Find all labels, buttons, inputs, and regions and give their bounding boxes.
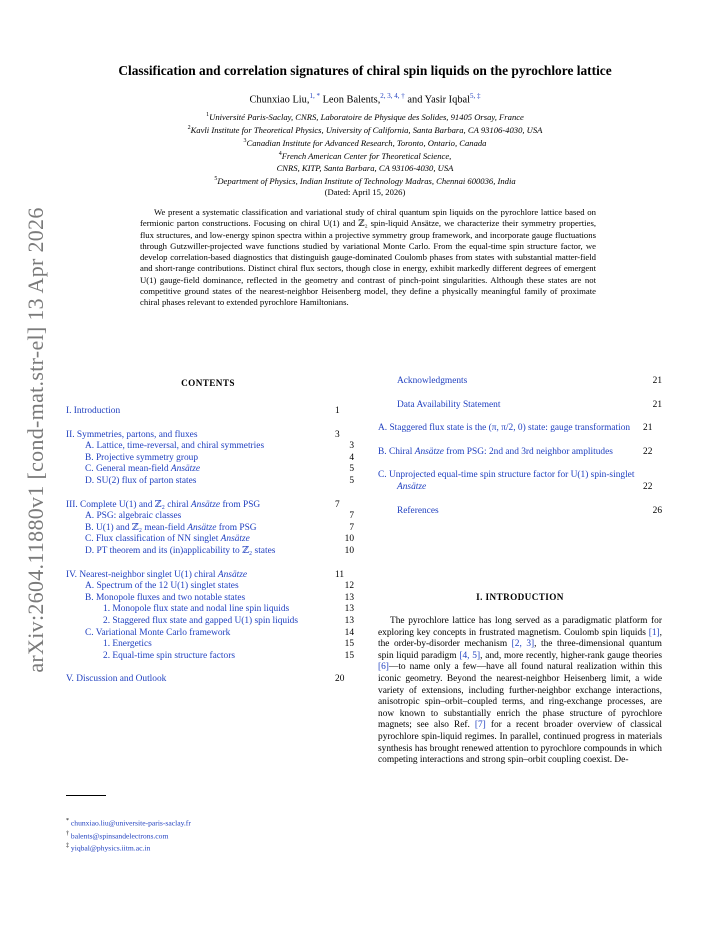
paper-title: Classification and correlation signatures of chiral spin liquids on the pyrochlore lattice bbox=[118, 63, 612, 78]
toc-entry-label: References bbox=[397, 505, 439, 516]
toc-entry-label: Acknowledgments bbox=[397, 376, 468, 386]
toc-entry-page: 4 bbox=[349, 452, 354, 463]
toc-entry-page: 5 bbox=[349, 464, 354, 475]
toc-entry-label: II. Symmetries, partons, and fluxes bbox=[66, 429, 198, 440]
contents-heading: CONTENTS bbox=[181, 378, 235, 388]
toc-entry-page: 7 bbox=[349, 511, 354, 522]
toc-entry-label: B. U(1) and ℤ₂ mean-field Ansätze from PSG bbox=[85, 522, 257, 533]
footnote: * chunxiao.liu@universite-paris-saclay.fr bbox=[66, 818, 191, 828]
toc-entry[interactable]: III. Complete U(1) and ℤ₂ chiral Ansätze from PSG 7 bbox=[66, 500, 354, 512]
toc-entry-label: C. Variational Monte Carlo framework bbox=[85, 627, 231, 638]
toc-entry[interactable] bbox=[378, 400, 662, 412]
toc-entry-page: 14 bbox=[344, 627, 354, 638]
toc-entry-label: V. Discussion and Outlook bbox=[66, 674, 167, 685]
toc-entry[interactable] bbox=[66, 581, 354, 593]
toc-entry-label: B. Projective symmetry group bbox=[85, 452, 199, 463]
dated-line: (Dated: April 15, 2026) bbox=[324, 187, 406, 198]
author-marks[interactable]: 5, ‡ bbox=[470, 92, 481, 100]
affiliation: CNRS, KITP, Santa Barbara, CA 93106-4030, USA bbox=[276, 162, 454, 173]
toc-entry[interactable]: C. Unprojected equal-time spin structure factor for U(1) spin-singlet Ansätze 22 bbox=[378, 470, 662, 493]
abstract: We present a systematic classification and variational study of chiral quantum spin liquids on the pyrochlore lattice based on fermionic parton constructions. Focusing on chiral U(1) and ℤ₂ spin-liquid Ansätze, we characterize their symmetry properties, flux structures, and low-energy spinon spectra within a projective symmetry group framework, and incorporate gauge fluctuations through Gutzwiller-projected wave functions studied by variational Monte Carlo. From the equal-time spin structure factor, we develop correlation-based diagnostics that distinguish gauge-dominated Coulomb phases from states with substantial matter-field and short-range contributions. Distinct chiral flux sectors, though close in energy, exhibit markedly different degrees of emergent U(1) gauge-field dominance, reflected in the geometry and contrast of pinch-point singularities. Although these states are not competitive ground states of the nearest-neighbor Heisenberg model, they define a physically meaningful family of proximate chiral phases relevant to extended pyrochlore Hamiltonians. bbox=[140, 207, 596, 308]
citation-link[interactable]: [7] bbox=[474, 720, 486, 731]
toc-entry[interactable]: B. Chiral Ansätze from PSG: 2nd and 3rd neighbor amplitudes 22 bbox=[378, 447, 662, 459]
toc-entry-page: 3 bbox=[349, 441, 354, 452]
toc-entry[interactable]: A. Staggered flux state is the (π, π/2, 0) state: gauge transformation 21 bbox=[378, 423, 662, 435]
author-list bbox=[60, 92, 670, 105]
toc-entry[interactable]: II. Symmetries, partons, and fluxes 3 bbox=[66, 430, 354, 442]
toc-entry-label: B. Monopole fluxes and two notable states bbox=[85, 592, 246, 603]
toc-entry[interactable] bbox=[66, 651, 354, 663]
author-name: Leon Balents, bbox=[322, 94, 381, 106]
affiliation: $^5$Department of Physics, Indian Institute of Technology Madras, Chennai 600036, India bbox=[214, 175, 516, 186]
toc-entry[interactable] bbox=[66, 476, 354, 488]
affiliation: $^4$French American Center for Theoretical Science, bbox=[278, 151, 452, 162]
toc-entry[interactable] bbox=[66, 604, 354, 616]
citation-link[interactable]: [1] bbox=[648, 627, 660, 638]
toc-entry-page: 21 bbox=[652, 399, 662, 410]
toc-entry-label: C. Flux classification of NN singlet Ansätze bbox=[85, 534, 250, 545]
toc-entry-label: A. Staggered flux state is the (π, π/2, 0) state: gauge transformation bbox=[378, 423, 631, 434]
toc-entry[interactable] bbox=[66, 464, 354, 476]
toc-entry[interactable] bbox=[66, 523, 354, 535]
toc-left-column bbox=[66, 406, 354, 686]
toc-entry-label: A. Spectrum of the 12 U(1) singlet states bbox=[85, 581, 239, 592]
toc-entry[interactable] bbox=[66, 511, 354, 523]
toc-entry[interactable] bbox=[66, 441, 354, 453]
toc-entry-page: 13 bbox=[344, 615, 354, 626]
toc-entry-page: 15 bbox=[344, 650, 354, 661]
arxiv-identifier: arXiv:2604.11880v1 [cond-mat.str-el] 13 Apr 2026 bbox=[23, 207, 48, 673]
affiliations bbox=[60, 110, 670, 198]
toc-entry-page: 7 bbox=[349, 522, 354, 533]
footnotes bbox=[66, 816, 191, 854]
toc-entry[interactable]: IV. Nearest-neighbor singlet U(1) chiral Ansätze 11 bbox=[66, 570, 354, 582]
toc-entry-label: D. PT theorem and its (in)applicability to ℤ₂ states bbox=[85, 545, 276, 556]
citation-link[interactable]: [4, 5] bbox=[459, 650, 481, 661]
toc-entry-label: 2. Staggered flux state and gapped U(1) spin liquids bbox=[103, 615, 299, 626]
toc-entry[interactable] bbox=[66, 628, 354, 640]
toc-entry[interactable] bbox=[66, 616, 354, 628]
toc-entry-page: 21 bbox=[652, 376, 662, 386]
footnote-email[interactable]: chunxiao.liu@universite-paris-saclay.fr bbox=[70, 818, 191, 828]
toc-entry-label: IV. Nearest-neighbor singlet U(1) chiral Ansätze bbox=[66, 569, 248, 580]
toc-entry[interactable]: V. Discussion and Outlook 20 bbox=[66, 674, 354, 686]
author-name: and Yasir Iqbal bbox=[407, 94, 471, 106]
toc-entry-page: 5 bbox=[349, 475, 354, 486]
toc-entry-page: 26 bbox=[652, 505, 662, 516]
toc-entry-label: III. Complete U(1) and ℤ₂ chiral Ansätze from PSG bbox=[66, 499, 261, 510]
author-name: Chunxiao Liu, bbox=[249, 94, 310, 106]
toc-entry[interactable]: I. Introduction 1 bbox=[66, 406, 354, 418]
toc-entry-label: A. Lattice, time-reversal, and chiral symmetries bbox=[85, 441, 265, 452]
toc-entry[interactable] bbox=[66, 546, 354, 558]
toc-entry-page: 10 bbox=[344, 534, 354, 545]
footnote-email[interactable]: balents@spinsandelectrons.com bbox=[70, 831, 169, 841]
footnote: ‡ yiqbal@physics.iitm.ac.in bbox=[66, 843, 151, 853]
toc-entry-label: 1. Energetics bbox=[103, 639, 152, 650]
affiliation: $^1$Université Paris-Saclay, CNRS, Laboratoire de Physique des Solides, 91405 Orsay, France bbox=[206, 111, 524, 122]
toc-entry-label: C. Unprojected equal-time spin structure factor for U(1) spin-singlet Ansätze bbox=[378, 470, 635, 492]
citation-link[interactable]: [6] bbox=[378, 662, 389, 673]
toc-entry-label: C. General mean-field Ansätze bbox=[85, 464, 201, 475]
toc-right-column bbox=[378, 376, 662, 517]
author-marks[interactable]: 1, * bbox=[309, 92, 320, 100]
affiliation: $^3$Canadian Institute for Advanced Research, Toronto, Ontario, Canada bbox=[243, 138, 487, 149]
toc-entry-label: I. Introduction bbox=[66, 406, 121, 416]
toc-entry-label: 1. Monopole flux state and nodal line spin liquids bbox=[103, 604, 290, 615]
toc-entry[interactable] bbox=[66, 453, 354, 465]
toc-entry[interactable] bbox=[66, 639, 354, 651]
toc-entry-label: D. SU(2) flux of parton states bbox=[85, 475, 197, 486]
author-marks[interactable]: 2, 3, 4, † bbox=[380, 92, 405, 100]
footnote-rule bbox=[66, 795, 106, 796]
toc-entry-page: 10 bbox=[344, 545, 354, 556]
arxiv-sidebar bbox=[18, 180, 54, 700]
toc-entry-label: 2. Equal-time spin structure factors bbox=[103, 650, 235, 661]
toc-entry-label: B. Chiral Ansätze from PSG: 2nd and 3rd neighbor amplitudes bbox=[378, 446, 613, 457]
section-heading-introduction: I. INTRODUCTION bbox=[476, 592, 564, 602]
toc-entry-label: Data Availability Statement bbox=[397, 399, 501, 410]
toc-entry-label: A. PSG: algebraic classes bbox=[85, 511, 182, 522]
footnote-email[interactable]: yiqbal@physics.iitm.ac.in bbox=[70, 843, 151, 853]
toc-entry[interactable] bbox=[66, 593, 354, 605]
toc-entry[interactable] bbox=[378, 376, 662, 388]
citation-link[interactable]: [2, 3] bbox=[511, 639, 535, 650]
toc-entry[interactable] bbox=[66, 534, 354, 546]
footnote: † balents@spinsandelectrons.com bbox=[66, 830, 169, 841]
toc-entry[interactable] bbox=[378, 506, 662, 518]
toc-entry-page: 15 bbox=[344, 639, 354, 650]
toc-entry-page: 13 bbox=[344, 604, 354, 615]
toc-entry-page: 13 bbox=[344, 592, 354, 603]
toc-entry-page: 12 bbox=[344, 581, 354, 592]
affiliation: $^2$Kavli Institute for Theoretical Physics, University of California, Santa Barbara, CA 93106-4030, USA bbox=[187, 125, 543, 136]
introduction-text: The pyrochlore lattice has long served as a paradigmatic platform for exploring key concepts in frustrated magnetism. Coulomb spin liquids [1], the order-by-disorder mechanism [2, 3], the three-dimensional quantum spin liquid paradigm [4, 5], and, more recently, higher-rank gauge theories [6]—to name only a few—have all found natural realization within this iconic geometry. Beyond the nearest-neighbor Heisenberg limit, a wide variety of extensions, including further-neighbor exchange interactions, anisotropic spin–orbit–coupled terms, and ring-exchange processes, are now known to substantially enrich the phase structure of pyrochlore magnets; see also Ref. [7] for a recent broader overview of classical pyrochlore spin-liquid regimes. In parallel, continued progress in materials synthesis has brought renewed attention to pyrochlore compounds in which competing interactions and strong spin–orbit coupling coexist. De- bbox=[378, 616, 662, 766]
